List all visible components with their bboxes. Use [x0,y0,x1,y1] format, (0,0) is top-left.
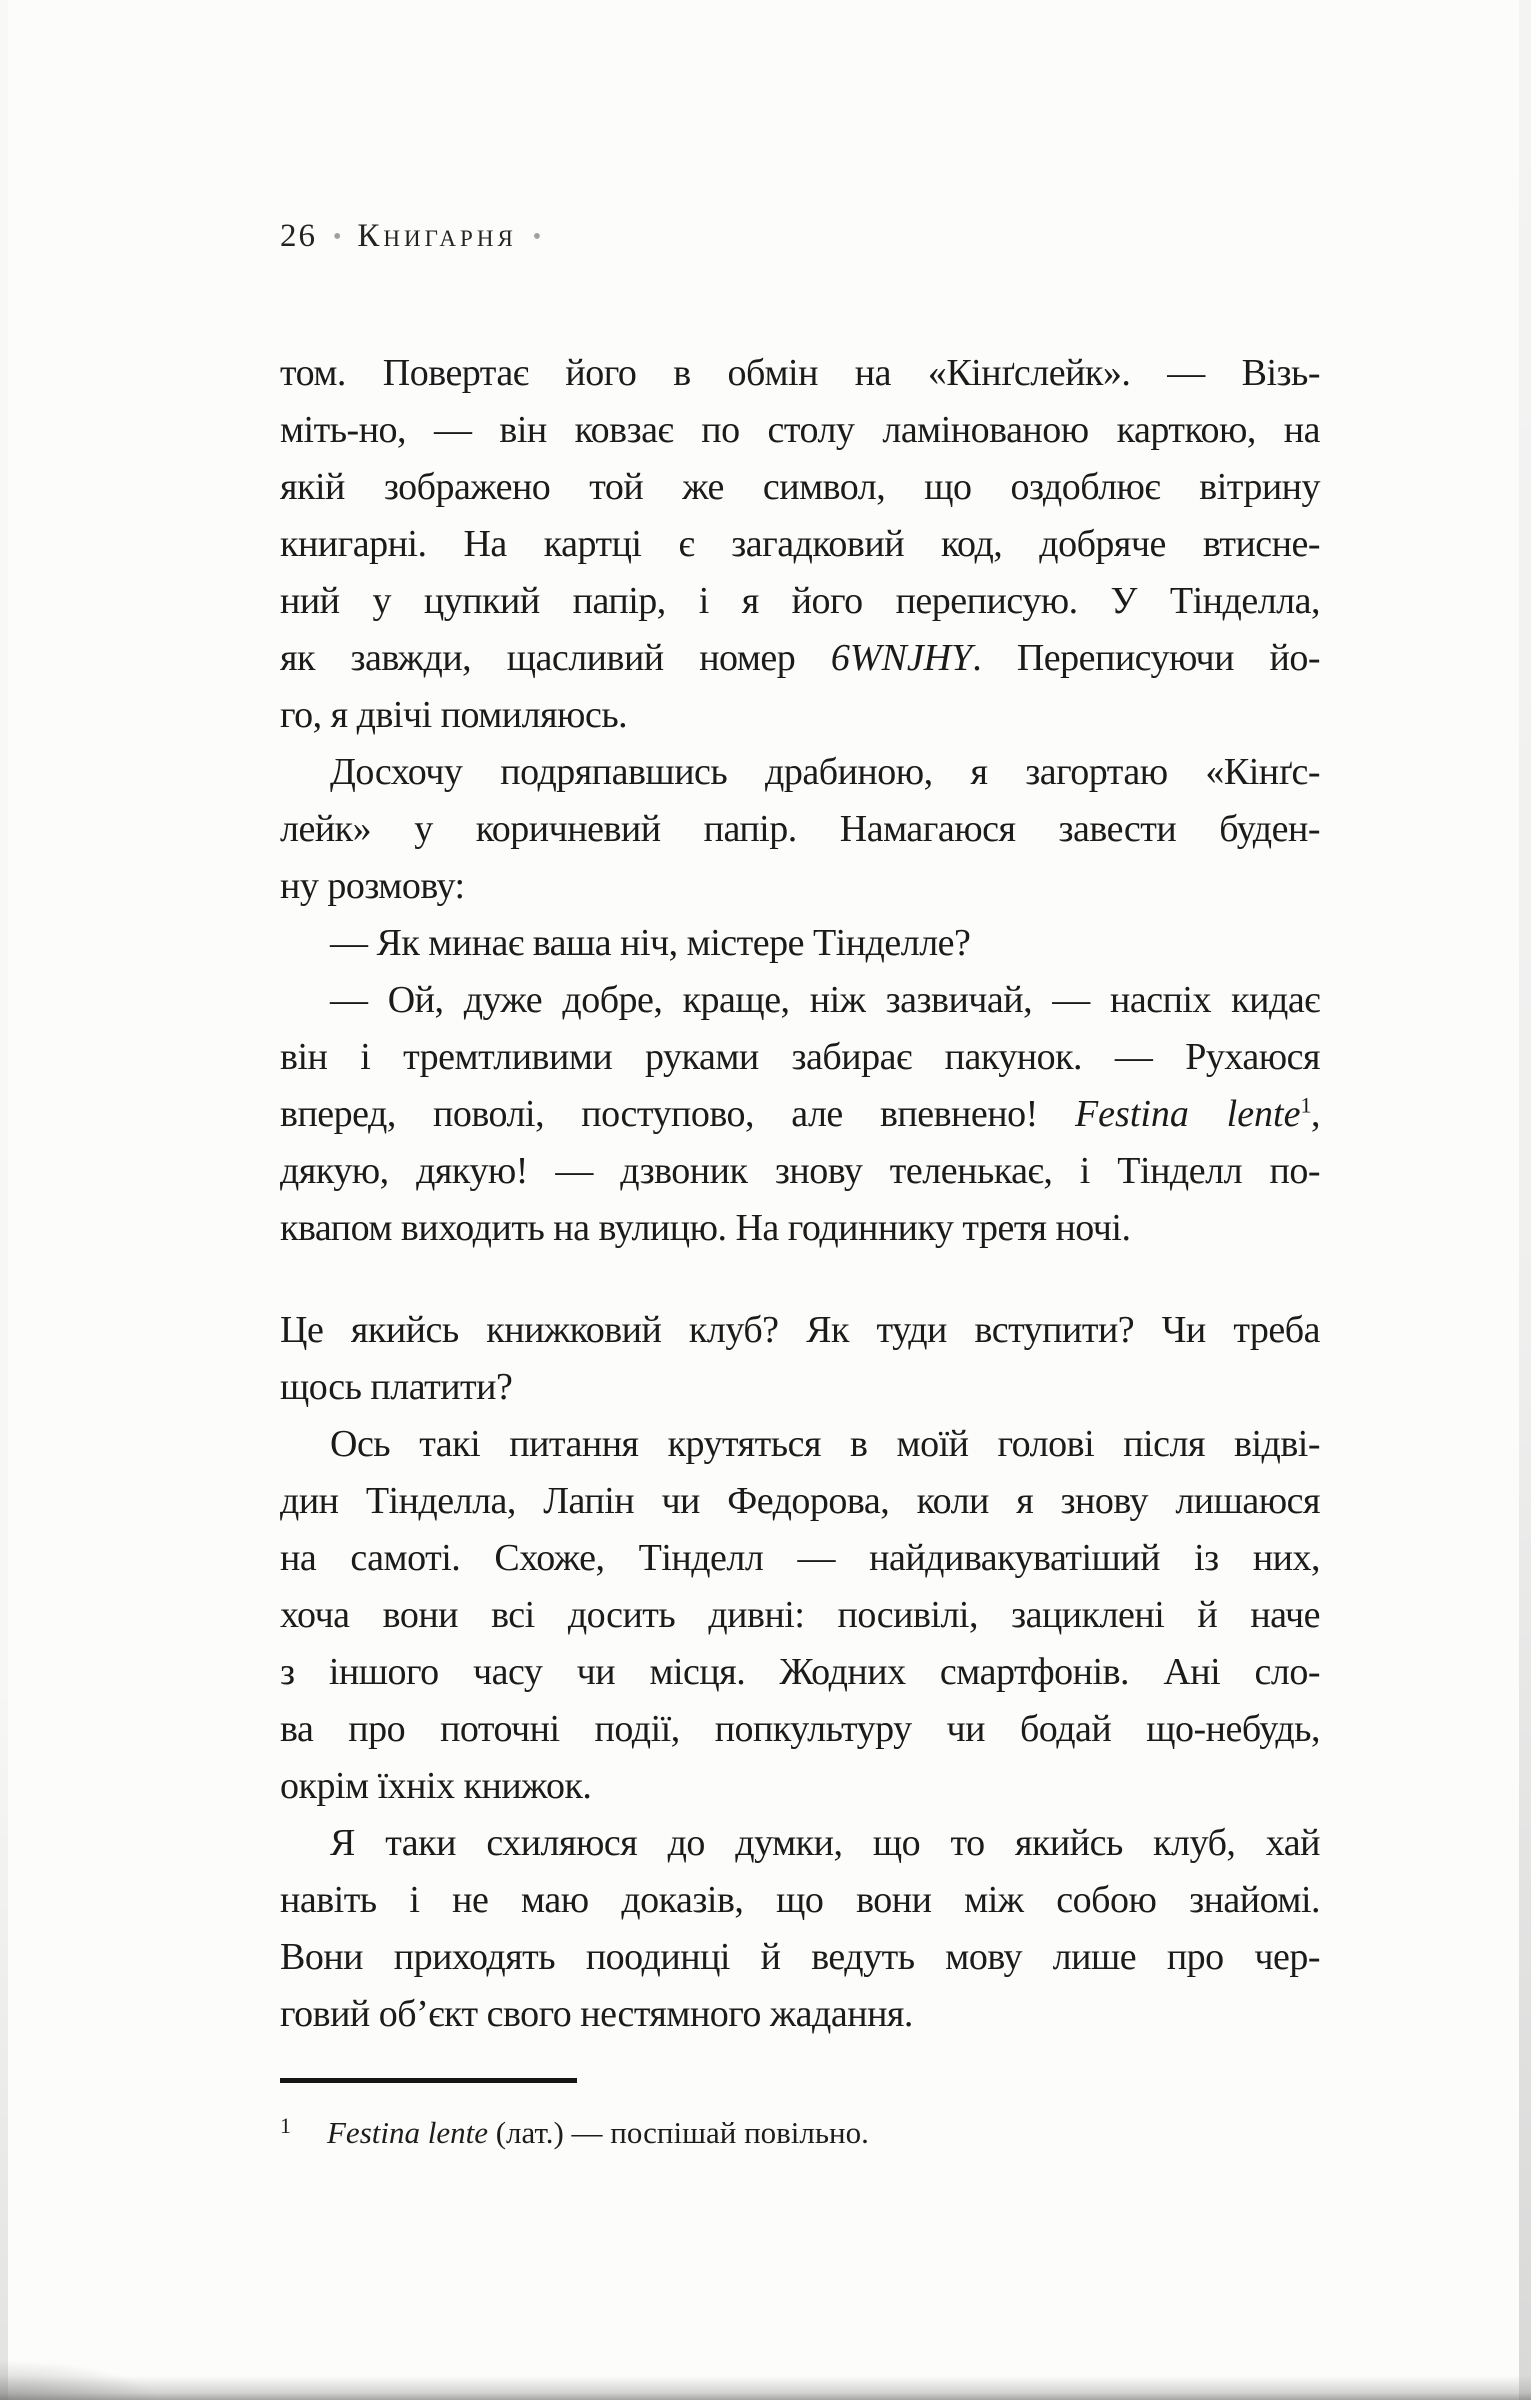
running-header [280,214,557,259]
scan-edge-bottom [0,2376,1531,2400]
italic-text: Festina lente [1074,1093,1301,1135]
text-segment: книгарні. На картці є загадковий код, добряче втисне- [280,523,1320,565]
text-segment: ва про поточні події, попкультуру чи бодай що-небудь, [280,1708,1320,1750]
text-line [280,1086,1320,1143]
text-segment: — Ой, дуже добре, краще, ніж зазвичай, — наспіх кидає [330,979,1320,1021]
text-line [280,801,1320,858]
text-line [280,1029,1320,1086]
text-segment: з іншого часу чи місця. Жодних смартфонів. Ані сло- [280,1651,1320,1693]
text-segment: том. Повертає його в обмін на «Кінґслейк». — Візь- [280,352,1320,394]
scan-corner-bottom-left [0,2360,160,2400]
text-line [280,1872,1320,1929]
text-line [280,1815,1320,1872]
text-line [280,1530,1320,1587]
text-line [280,1473,1320,1530]
text-segment: Досхочу подряпавшись драбиною, я загортаю «Кінґс- [330,751,1320,793]
text-line [280,1986,1320,2043]
text-line [280,630,1320,687]
footnote-divider [280,2078,577,2083]
text-line [280,744,1320,801]
text-segment: окрім їхніх книжок. [280,1765,592,1807]
text-line [280,915,1320,972]
italic-text: Festina lente [327,2115,488,2150]
footnote-marker: 1 [280,2113,291,2138]
text-segment: вперед, поволі, поступово, але впевнено! [280,1093,1075,1135]
text-line [280,573,1320,630]
footnote [280,2104,1320,2155]
text-line [280,345,1320,402]
text-segment: квапом виходить на вулицю. На годиннику третя ночі. [280,1207,1131,1249]
text-segment: як завжди, щасливий номер [280,637,831,679]
scan-edge-left [0,0,8,2400]
text-line [280,402,1320,459]
text-line [280,1359,1320,1416]
page-number: 26 [280,218,317,254]
body-text [280,345,1320,2043]
text-line [280,858,1320,915]
text-segment: якій зображено той же символ, що оздоблює вітрину [280,466,1320,508]
text-line [280,1302,1320,1359]
text-segment: Я таки схиляюся до думки, що то якийсь клуб, хай [330,1822,1320,1864]
text-segment: лейк» у коричневий папір. Намагаюся завести буден- [280,808,1320,850]
header-bullet-icon: • [532,224,542,250]
text-line [280,1200,1320,1257]
header-bullet-icon: • [333,224,342,250]
text-line [280,516,1320,573]
text-segment: міть-но, — він ковзає по столу ламінованою карткою, на [280,409,1320,451]
text-segment: (лат.) — поспішай повільно. [487,2115,869,2150]
text-line [280,1929,1320,1986]
text-line [280,972,1320,1029]
text-segment: щось платити? [280,1366,513,1408]
text-segment: хоча вони всі досить дивні: посивілі, зациклені й наче [280,1594,1320,1636]
text-line [280,1701,1320,1758]
footnote-text [327,2115,869,2150]
text-segment: Вони приходять поодинці й ведуть мову лише про чер- [280,1936,1320,1978]
text-line [280,1143,1320,1200]
text-line [280,687,1320,744]
text-segment: Ось такі питання крутяться в моїй голові після відві- [330,1423,1320,1465]
text-segment: говий об’єкт свого нестямного жадання. [280,1993,913,2035]
text-line [280,1758,1320,1815]
text-segment: Це якийсь книжковий клуб? Як туди вступити? Чи треба [280,1309,1320,1351]
text-line [280,459,1320,516]
text-segment: навіть і не маю доказів, що вони між собою знайомі. [280,1879,1320,1921]
text-line [280,1416,1320,1473]
text-segment: го, я двічі помиляюсь. [280,694,628,736]
text-segment: він і тремтливими руками забирає пакунок. — Рухаюся [280,1036,1320,1078]
scan-edge-right [1519,0,1531,2400]
chapter-title: Книгарня [357,218,517,254]
footnote-reference: 1 [1300,1092,1311,1118]
text-line [280,1644,1320,1701]
text-segment: на самоті. Схоже, Тінделл — найдивакуватіший із них, [280,1537,1320,1579]
text-segment: ний у цупкий папір, і я його переписую. У Тінделла, [280,580,1320,622]
text-segment: дякую, дякую! — дзвоник знову теленькає, і Тінделл по- [280,1150,1320,1192]
italic-text: 6WNJHY [830,637,973,679]
text-segment: — Як минає ваша ніч, містере Тінделле? [330,922,971,964]
text-line [280,1587,1320,1644]
text-segment: . Переписуючи йо- [972,637,1320,679]
text-segment: , [1311,1093,1320,1135]
text-segment: ну розмову: [280,865,465,907]
text-segment: дин Тінделла, Лапін чи Федорова, коли я знову лишаюся [280,1480,1320,1522]
